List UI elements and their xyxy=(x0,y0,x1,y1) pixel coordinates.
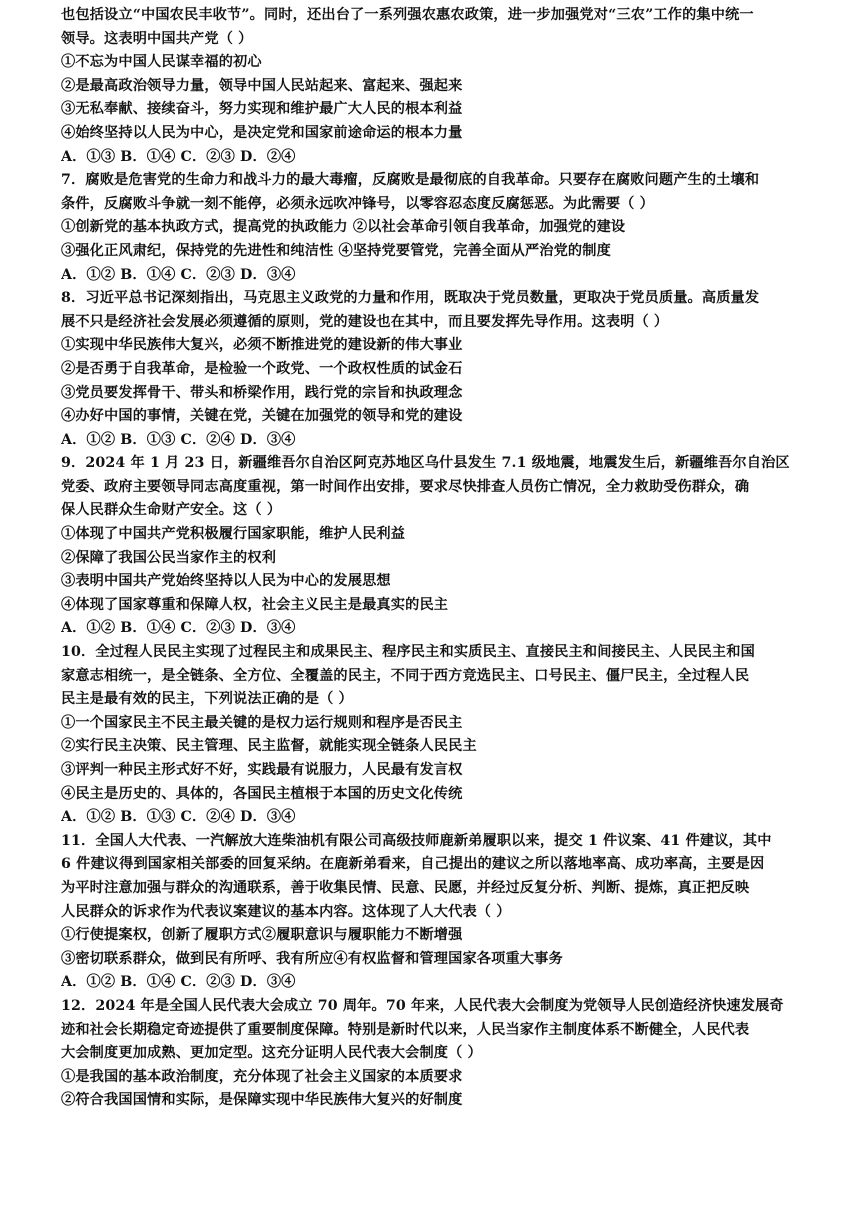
option-2: ②是否勇于自我革命，是检验一个政党、一个政权性质的试金石 xyxy=(61,360,463,377)
answer-choices: A．①③ B．①④ C．②③ D．②④ xyxy=(61,148,296,165)
question-stem-line: 9．2024 年 1 月 23 日，新疆维吾尔自治区阿克苏地区乌什县发生 7.1 级地震，地震发生后，新疆维吾尔自治区 xyxy=(61,455,790,472)
option-4: ④民主是历史的、具体的，各国民主植根于本国的历史文化传统 xyxy=(61,785,463,802)
option-2: ②是最高政治领导力量，领导中国人民站起来、富起来、强起来 xyxy=(61,77,463,94)
option-1: ①不忘为中国人民谋幸福的初心 xyxy=(61,54,262,71)
answer-choices: A．①② B．①④ C．②③ D．③④ xyxy=(61,974,296,991)
question-stem-line: 领导。这表明中国共产党（ ） xyxy=(61,30,253,47)
question-stem-line: 大会制度更加成熟、更加定型。这充分证明人民代表大会制度（ ） xyxy=(61,1045,482,1062)
option-1-2: ①行使提案权，创新了履职方式②履职意识与履职能力不断增强 xyxy=(61,927,463,944)
answer-choices: A．①② B．①④ C．②③ D．③④ xyxy=(61,266,296,283)
option-4: ④办好中国的事情，关键在党，关键在加强党的领导和党的建设 xyxy=(61,408,463,425)
question-6-continued xyxy=(61,4,800,169)
question-stem-line: 7．腐败是危害党的生命力和战斗力的最大毒瘤，反腐败是最彻底的自我革命。只要存在腐败问题产生的土壤和 xyxy=(61,172,760,189)
option-3: ③无私奉献、接续奋斗，努力实现和维护最广大人民的根本利益 xyxy=(61,101,463,118)
question-8 xyxy=(61,287,800,452)
question-stem-line: 党委、政府主要领导同志高度重视，第一时间作出安排，要求尽快排查人员伤亡情况，全力救助受伤群众，确 xyxy=(61,478,750,495)
option-1: ①实现中华民族伟大复兴，必须不断推进党的建设新的伟大事业 xyxy=(61,337,463,354)
option-2: ②保障了我国公民当家作主的权利 xyxy=(61,549,277,566)
option-3: ③评判一种民主形式好不好，实践最有说服力，人民最有发言权 xyxy=(61,762,463,778)
question-stem-line: 保人民群众生命财产安全。这（ ） xyxy=(61,502,282,519)
question-stem-line: 民主是最有效的民主，下列说法正确的是（ ） xyxy=(61,691,353,708)
question-12 xyxy=(61,995,800,1113)
option-1: ①体现了中国共产党积极履行国家职能，维护人民利益 xyxy=(61,526,406,543)
option-3-4: ③密切联系群众，做到民有所呼、我有所应④有权监督和管理国家各项重大事务 xyxy=(61,950,563,967)
option-3: ③表明中国共产党始终坚持以人民为中心的发展思想 xyxy=(61,573,391,590)
option-3-4: ③强化正风肃纪，保持党的先进性和纯洁性 ④坚持党要管党，完善全面从严治党的制度 xyxy=(61,242,611,259)
question-stem-line: 迹和社会长期稳定奇迹提供了重要制度保障。特别是新时代以来，人民当家作主制度体系不断健全，人民代表 xyxy=(61,1021,750,1038)
question-stem-line: 8．习近平总书记深刻指出，马克思主义政党的力量和作用，既取决于党员数量，更取决于党员质量。高质量发 xyxy=(61,290,760,307)
option-1: ①一个国家民主不民主最关键的是权力运行规则和程序是否民主 xyxy=(61,714,463,731)
option-4: ④体现了国家尊重和保障人权，社会主义民主是最真实的民主 xyxy=(61,596,449,613)
question-stem-line: 条件，反腐败斗争就一刻不能停，必须永远吹冲锋号，以零容忍态度反腐惩恶。为此需要（ ） xyxy=(61,195,654,212)
question-stem-line: 为平时注意加强与群众的沟通联系，善于收集民情、民意、民愿，并经过反复分析、判断、提炼，真正把反映 xyxy=(61,879,750,896)
question-stem-line: 6 件建议得到国家相关部委的回复采纳。在鹿新弟看来，自己提出的建议之所以落地率高、成功率高，主要是因 xyxy=(61,856,765,873)
question-stem-line: 11．全国人大代表、一汽解放大连柴油机有限公司高级技师鹿新弟履职以来，提交 1 件议案、41 件建议，其中 xyxy=(61,832,772,849)
question-stem-line: 也包括设立“中国农民丰收节”。同时，还出台了一系列强农惠农政策，进一步加强党对“三农”工作的集中统一 xyxy=(61,7,754,23)
option-4: ④始终坚持以人民为中心，是决定党和国家前途命运的根本力量 xyxy=(61,124,463,141)
question-9 xyxy=(61,452,800,641)
answer-choices: A．①② B．①④ C．②③ D．③④ xyxy=(61,620,296,637)
question-stem-line: 家意志相统一，是全链条、全方位、全覆盖的民主，不同于西方竞选民主、口号民主、僵尸民主，全过程人民 xyxy=(61,667,750,684)
question-stem-line: 展不只是经济社会发展必须遵循的原则，党的建设也在其中，而且要发挥先导作用。这表明（ ） xyxy=(61,313,669,330)
question-stem-line: 人民群众的诉求作为代表议案建议的基本内容。这体现了人大代表（ ） xyxy=(61,903,511,920)
answer-choices: A．①② B．①③ C．②④ D．③④ xyxy=(61,431,296,448)
option-3: ③党员要发挥骨干、带头和桥梁作用，践行党的宗旨和执政理念 xyxy=(61,384,463,401)
answer-choices: A．①② B．①③ C．②④ D．③④ xyxy=(61,809,296,826)
question-10 xyxy=(61,641,800,830)
question-7 xyxy=(61,169,800,287)
option-1-2: ①创新党的基本执政方式，提高党的执政能力 ②以社会革命引领自我革命，加强党的建设 xyxy=(61,219,626,236)
question-11 xyxy=(61,830,800,995)
option-2: ②实行民主决策、民主管理、民主监督，就能实现全链条人民民主 xyxy=(61,738,477,755)
option-2: ②符合我国国情和实际，是保障实现中华民族伟大复兴的好制度 xyxy=(61,1092,463,1109)
question-stem-line: 12．2024 年是全国人民代表大会成立 70 周年。70 年来，人民代表大会制度为党领导人民创造经济快速发展奇 xyxy=(61,997,784,1014)
option-1: ①是我国的基本政治制度，充分体现了社会主义国家的本质要求 xyxy=(61,1068,463,1085)
question-stem-line: 10．全过程人民民主实现了过程民主和成果民主、程序民主和实质民主、直接民主和间接民主、人民民主和国 xyxy=(61,644,755,661)
